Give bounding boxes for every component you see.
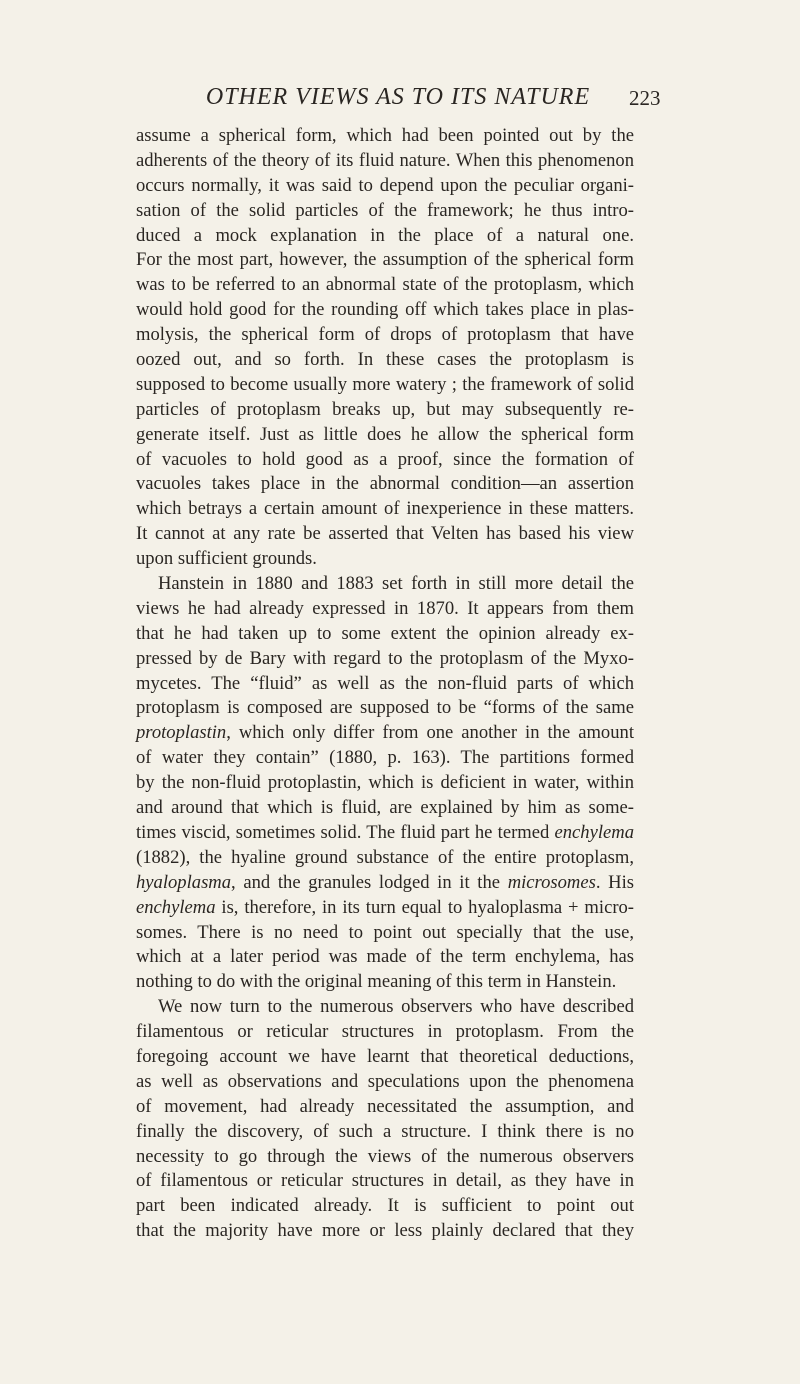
- text-span: and around that which is fluid, are explained by him as some-: [136, 797, 634, 819]
- text-line: [136, 821, 634, 846]
- text-span: vacuoles takes place in the abnormal condition—an assertion: [136, 473, 634, 495]
- running-title: OTHER VIEWS AS TO ITS NATURE: [205, 84, 591, 110]
- text-span: filamentous or reticular structures in protoplasm. From the: [136, 1021, 634, 1043]
- text-span: necessity to go through the views of the numerous observers: [136, 1145, 634, 1167]
- text-line: [136, 771, 634, 796]
- italic-term: microsomes: [507, 871, 596, 893]
- text-line: [136, 1120, 634, 1145]
- text-line: [136, 746, 634, 771]
- text-span: For the most part, however, the assumption of the spherical form: [136, 249, 634, 271]
- text-span: , and the granules lodged in it the: [231, 871, 508, 893]
- text-line: [136, 647, 634, 672]
- text-line: [136, 995, 634, 1020]
- text-line: [136, 1045, 634, 1070]
- text-line: [136, 921, 634, 946]
- text-span: It cannot at any rate be asserted that Velten has based his view: [136, 523, 634, 545]
- text-line: [136, 1020, 634, 1045]
- text-line: [136, 970, 634, 995]
- text-line: [136, 622, 634, 647]
- text-line: [136, 472, 634, 497]
- text-line: [136, 896, 634, 921]
- text-span: (1882), the hyaline ground substance of the entire protoplasm,: [136, 846, 634, 868]
- text-span: of water they contain” (1880, p. 163). The partitions formed: [136, 747, 634, 769]
- text-line: [136, 1145, 634, 1170]
- text-line: [136, 1095, 634, 1120]
- text-line: [136, 273, 634, 298]
- text-span: part been indicated already. It is sufficient to point out: [136, 1195, 634, 1217]
- text-line: [136, 1194, 634, 1219]
- text-line: [136, 199, 634, 224]
- text-line: [136, 323, 634, 348]
- text-line: [136, 871, 634, 896]
- text-span: upon sufficient grounds.: [136, 548, 317, 570]
- text-line: [136, 497, 634, 522]
- text-line: [136, 224, 634, 249]
- text-span: was to be referred to an abnormal state of the protoplasm, which: [136, 274, 634, 296]
- text-span: is, therefore, in its turn equal to hyaloplasma + micro-: [215, 896, 634, 918]
- text-span: by the non-fluid protoplastin, which is deficient in water, within: [136, 772, 634, 794]
- italic-term: protoplastin: [136, 722, 227, 744]
- text-line: [136, 547, 634, 572]
- text-span: somes. There is no need to point out specially that the use,: [136, 921, 634, 943]
- text-line: [136, 248, 634, 273]
- text-span: as well as observations and speculations upon the phenomena: [136, 1070, 634, 1092]
- text-line: [136, 572, 634, 597]
- text-span: assume a spherical form, which had been pointed out by the: [136, 125, 634, 146]
- text-line: [136, 423, 634, 448]
- text-line: [136, 373, 634, 398]
- text-line: [136, 721, 634, 746]
- italic-term: hyaloplasma: [136, 871, 232, 893]
- text-span: oozed out, and so forth. In these cases the protoplasm is: [136, 349, 634, 371]
- text-span: which at a later period was made of the term enchylema, has: [136, 946, 634, 968]
- italic-term: enchylema: [554, 821, 634, 843]
- text-span: of vacuoles to hold good as a proof, since the formation of: [136, 448, 634, 470]
- text-span: , which only differ from one another in the amount: [226, 722, 634, 744]
- text-span: that the majority have more or less plainly declared that they: [136, 1220, 634, 1242]
- text-span: mycetes. The “fluid” as well as the non-fluid parts of which: [136, 672, 634, 694]
- text-span: times viscid, sometimes solid. The fluid part he termed: [136, 821, 555, 843]
- text-span: finally the discovery, of such a structure. I think there is no: [136, 1120, 634, 1142]
- text-span: duced a mock explanation in the place of a natural one.: [136, 224, 634, 246]
- text-line: [136, 174, 634, 199]
- text-span: molysis, the spherical form of drops of protoplasm that have: [136, 324, 634, 346]
- text-line: [136, 298, 634, 323]
- text-line: [136, 796, 634, 821]
- text-span: foregoing account we have learnt that theoretical deductions,: [136, 1045, 634, 1067]
- text-span: Hanstein in 1880 and 1883 set forth in still more detail the: [158, 573, 634, 595]
- text-span: protoplasm is composed are supposed to be “forms of the same: [136, 697, 634, 719]
- text-span: of filamentous or reticular structures in detail, as they have in: [136, 1170, 634, 1192]
- italic-term: enchylema: [136, 896, 216, 918]
- text-line: [136, 945, 634, 970]
- text-span: particles of protoplasm breaks up, but may subsequently re-: [136, 398, 634, 420]
- text-line: [136, 696, 634, 721]
- text-line: [136, 398, 634, 423]
- text-line: [136, 597, 634, 622]
- text-line: [136, 522, 634, 547]
- text-span: We now turn to the numerous observers who have described: [158, 996, 634, 1018]
- text-span: pressed by de Bary with regard to the protoplasm of the Myxo-: [136, 647, 634, 669]
- text-line: [136, 1070, 634, 1095]
- text-line: [136, 348, 634, 373]
- text-line: [136, 1219, 634, 1244]
- text-span: . His: [595, 871, 634, 893]
- text-line: [136, 149, 634, 174]
- text-line: [136, 846, 634, 871]
- text-span: occurs normally, it was said to depend upon the peculiar organi-: [136, 174, 634, 196]
- text-span: which betrays a certain amount of inexperience in these matters.: [136, 498, 634, 520]
- text-line: [136, 124, 634, 149]
- running-head: [0, 84, 800, 120]
- text-span: nothing to do with the original meaning of this term in Hanstein.: [136, 971, 617, 993]
- text-span: would hold good for the rounding off which takes place in plas-: [136, 299, 634, 321]
- text-span: supposed to become usually more watery ; the framework of solid: [136, 373, 634, 395]
- body-text: [136, 124, 634, 1244]
- text-span: of movement, had already necessitated the assumption, and: [136, 1095, 634, 1117]
- text-line: [136, 448, 634, 473]
- text-span: sation of the solid particles of the framework; he thus intro-: [136, 199, 634, 221]
- text-span: that he had taken up to some extent the opinion already ex-: [136, 622, 634, 644]
- text-span: views he had already expressed in 1870. It appears from them: [136, 597, 634, 619]
- text-span: generate itself. Just as little does he allow the spherical form: [136, 423, 634, 445]
- text-line: [136, 672, 634, 697]
- text-line: [136, 1169, 634, 1194]
- text-span: adherents of the theory of its fluid nature. When this phenomenon: [136, 149, 634, 171]
- page-number: 223: [629, 86, 661, 110]
